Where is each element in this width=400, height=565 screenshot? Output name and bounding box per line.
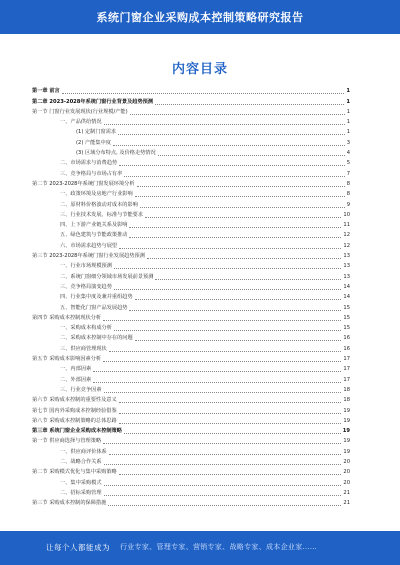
toc-leader-dots: [114, 289, 342, 290]
toc-entry-label: 第三节 采购成本控制的保障措施: [32, 500, 107, 507]
toc-entry-page: 19: [343, 417, 350, 424]
toc-leader-dots: [147, 258, 341, 259]
footer-tagline: 行业专家、管理专家、营销专家、战略专家、成本企业家……: [120, 543, 318, 551]
toc-entry-label: 第二节 2023-2028年系统门窗发展环境分析: [32, 180, 135, 187]
toc-entry-page: 14: [343, 283, 350, 290]
toc-leader-dots: [130, 114, 345, 115]
toc-leader-dots: [129, 310, 341, 311]
toc-entry[interactable]: [32, 467, 350, 477]
toc-leader-dots: [119, 413, 342, 414]
toc-entry-page: 15: [343, 314, 350, 321]
toc-entry-page: 1: [346, 98, 350, 105]
toc-entry[interactable]: [32, 292, 350, 302]
toc-entry-page: 8: [346, 191, 350, 198]
toc-entry-label: 一、采购成本构成分析: [60, 325, 112, 332]
toc-leader-dots: [62, 93, 345, 94]
toc-entry-label: 三、竞争格局演变趋势: [60, 283, 112, 290]
toc-entry[interactable]: [32, 210, 350, 220]
toc-entry-page: 15: [343, 304, 350, 311]
toc-leader-dots: [114, 268, 342, 269]
toc-entry-label: 第四节 采购成本控制现状分析: [32, 314, 102, 321]
toc-leader-dots: [155, 104, 344, 105]
toc-entry[interactable]: [32, 179, 350, 189]
toc-entry[interactable]: [32, 457, 350, 467]
toc-entry-page: 1: [346, 119, 350, 126]
toc-entry-page: 11: [343, 222, 350, 229]
toc-leader-dots: [124, 176, 344, 177]
toc-leader-dots: [140, 207, 345, 208]
toc-entry[interactable]: [32, 477, 350, 487]
toc-leader-dots: [104, 124, 345, 125]
toc-entry-page: 14: [343, 294, 350, 301]
toc-leader-dots: [104, 495, 342, 496]
toc-entry-page: 13: [343, 263, 350, 270]
toc-entry[interactable]: [32, 96, 350, 106]
toc-heading: 内容目录: [171, 62, 228, 77]
toc-entry-page: 20: [343, 469, 350, 476]
toc-entry-label: 一、政策环境及房地产行业影响: [60, 191, 133, 198]
report-title: 系统门窗企业采购成本控制策略研究报告: [96, 11, 304, 24]
toc-leader-dots: [129, 237, 341, 238]
toc-entry-label: 一、行业市场规模预测: [60, 263, 112, 270]
toc-entry[interactable]: [32, 240, 350, 250]
toc-entry-page: 13: [343, 273, 350, 280]
toc-entry-label: 第一节 门窗行业发展现状(行业规模/产能): [32, 108, 128, 115]
toc-entry[interactable]: [32, 395, 350, 405]
toc-leader-dots: [109, 351, 342, 352]
toc-entry[interactable]: [32, 498, 350, 508]
toc-entry-label: 第二章 2023-2028年系统门窗行业背景及趋势预测: [32, 98, 154, 105]
toc-leader-dots: [119, 165, 345, 166]
toc-entry[interactable]: [32, 436, 350, 446]
toc-entry[interactable]: [32, 343, 350, 353]
toc-entry-page: 19: [343, 407, 350, 414]
toc-entry-label: 二、采购成本控制中存在的问题: [60, 335, 133, 342]
toc-leader-dots: [93, 382, 341, 383]
toc-entry-label: 一、内部因素: [60, 366, 92, 373]
toc-entry-page: 20: [343, 479, 350, 486]
toc-entry[interactable]: [32, 313, 350, 323]
toc-entry-label: 第二节 采购模式优化与集中采购策略: [32, 469, 117, 476]
toc-entry[interactable]: [32, 148, 350, 158]
toc-entry-label: 一、集中采购模式: [60, 479, 102, 486]
toc-entry[interactable]: [32, 488, 350, 498]
toc-entry-page: 8: [346, 180, 350, 187]
toc-entry-label: 第七节 国内外采购成本控制经验借鉴: [32, 407, 117, 414]
toc-entry-page: 20: [343, 458, 350, 465]
toc-entry-label: 二、系统门窗细分领域市场发展前景预测: [60, 273, 154, 280]
toc-entry-label: 第三章 系统门窗企业采购成本控制策略: [32, 428, 122, 435]
toc-entry-page: 12: [343, 232, 350, 239]
toc-entry-page: 18: [343, 386, 350, 393]
toc-entry-label: 三、竞争格局与市场占有率: [60, 170, 123, 177]
toc-entry[interactable]: [32, 405, 350, 415]
toc-entry-label: 第五节 采购成本影响因素分析: [32, 356, 102, 363]
toc-entry-page: 5: [346, 160, 350, 167]
toc-leader-dots: [104, 392, 342, 393]
toc-entry[interactable]: [32, 220, 350, 230]
toc-entry[interactable]: [32, 168, 350, 178]
toc-entry[interactable]: [32, 354, 350, 364]
toc-entry-label: 二、原材料价格波动对成本的影响: [60, 201, 138, 208]
toc-entry[interactable]: [32, 271, 350, 281]
toc-entry-label: 第三节 2023-2028年系统门窗行业发展趋势预测: [32, 253, 145, 260]
toc-leader-dots: [113, 145, 345, 146]
toc-entry-page: 13: [343, 253, 350, 260]
toc-entry[interactable]: [32, 446, 350, 456]
toc-leader-dots: [158, 155, 345, 156]
toc-entry[interactable]: [32, 385, 350, 395]
toc-leader-dots: [103, 361, 341, 362]
toc-entry-label: (2) 产能集中度: [76, 139, 111, 146]
toc-leader-dots: [114, 330, 342, 331]
toc-entry[interactable]: [32, 137, 350, 147]
toc-entry-label: 二、外部因素: [60, 376, 92, 383]
toc-entry-label: 一、产品供给情况: [60, 119, 102, 126]
toc-entry[interactable]: [32, 107, 350, 117]
toc-entry[interactable]: [32, 199, 350, 209]
toc-entry-page: 1: [346, 129, 350, 136]
toc-entry-page: 21: [343, 489, 350, 496]
toc-leader-dots: [103, 320, 341, 321]
footer-bar: [0, 531, 400, 565]
table-of-contents: [32, 86, 350, 508]
toc-leader-dots: [118, 134, 345, 135]
toc-entry-label: 五、智能化门窗产品发展趋势: [60, 304, 128, 311]
toc-entry[interactable]: [32, 261, 350, 271]
toc-entry-page: 19: [342, 428, 350, 435]
toc-leader-dots: [103, 443, 341, 444]
toc-entry[interactable]: [32, 86, 350, 96]
toc-entry-page: 17: [343, 376, 350, 383]
toc-leader-dots: [155, 279, 341, 280]
toc-entry-label: (1) 定制门窗需求: [76, 129, 117, 136]
toc-leader-dots: [124, 433, 341, 434]
report-header-bar: [0, 0, 400, 34]
toc-leader-dots: [137, 186, 345, 187]
toc-entry-label: 第八节 采购成本控制策略的总体思路: [32, 417, 117, 424]
toc-entry-label: 二、市场需求与消费趋势: [60, 160, 118, 167]
toc-entry-page: 19: [343, 438, 350, 445]
toc-entry[interactable]: [32, 251, 350, 261]
toc-leader-dots: [129, 227, 341, 228]
toc-entry-page: 10: [343, 211, 350, 218]
toc-entry-page: 1: [346, 108, 350, 115]
toc-entry-label: 第一节 供应商选择与管理策略: [32, 438, 102, 445]
toc-entry[interactable]: [32, 426, 350, 436]
toc-entry-label: 三、供应商管理现状: [60, 345, 107, 352]
toc-leader-dots: [145, 217, 341, 218]
toc-leader-dots: [104, 464, 342, 465]
toc-entry-page: 1: [346, 88, 350, 95]
toc-leader-dots: [109, 454, 342, 455]
toc-entry[interactable]: [32, 416, 350, 426]
toc-leader-dots: [135, 196, 345, 197]
toc-entry-page: 15: [343, 325, 350, 332]
toc-leader-dots: [135, 299, 342, 300]
footer-slogan: 让每个人都能成为: [46, 543, 110, 552]
toc-leader-dots: [119, 402, 342, 403]
toc-entry[interactable]: [32, 364, 350, 374]
toc-entry[interactable]: [32, 158, 350, 168]
toc-leader-dots: [119, 248, 341, 249]
toc-entry[interactable]: [32, 302, 350, 312]
toc-entry[interactable]: [32, 230, 350, 240]
toc-entry-label: 四、上下游产业链关系及影响: [60, 222, 128, 229]
toc-entry[interactable]: [32, 333, 350, 343]
toc-entry-page: 19: [343, 448, 350, 455]
toc-leader-dots: [93, 371, 341, 372]
toc-entry-label: 五、绿色建筑与节能政策推动: [60, 232, 128, 239]
toc-leader-dots: [119, 423, 342, 424]
toc-entry-label: 一、供应商评价体系: [60, 448, 107, 455]
toc-leader-dots: [135, 340, 342, 341]
toc-entry-page: 17: [343, 356, 350, 363]
toc-entry-label: 第一章 前言: [32, 88, 60, 95]
toc-entry-page: 4: [346, 150, 350, 157]
toc-entry-page: 21: [343, 500, 350, 507]
toc-entry[interactable]: [32, 189, 350, 199]
toc-entry-label: 三、行业竞争因素: [60, 386, 102, 393]
toc-entry[interactable]: [32, 323, 350, 333]
toc-leader-dots: [108, 505, 341, 506]
toc-entry-label: 第六节 采购成本控制的重要性及意义: [32, 397, 117, 404]
toc-entry-page: 7: [346, 170, 350, 177]
toc-entry-label: 二、战略合作关系: [60, 458, 102, 465]
toc-entry-label: 三、行业技术发展、标准与节能要求: [60, 211, 144, 218]
toc-leader-dots: [104, 485, 342, 486]
toc-entry-page: 16: [343, 345, 350, 352]
toc-entry-page: 12: [343, 242, 350, 249]
toc-entry-page: 18: [343, 397, 350, 404]
toc-entry-label: 二、招标采购管理: [60, 489, 102, 496]
toc-entry-page: 17: [343, 366, 350, 373]
toc-entry-label: (3) 区域分布特点, 及价格走势情况: [76, 150, 156, 157]
toc-leader-dots: [119, 474, 342, 475]
toc-entry[interactable]: [32, 127, 350, 137]
toc-entry[interactable]: [32, 282, 350, 292]
toc-entry-page: 16: [343, 335, 350, 342]
toc-entry-page: 9: [346, 201, 350, 208]
toc-entry-label: 四、行业集中度及兼并重组趋势: [60, 294, 133, 301]
toc-entry-label: 六、市场需求趋势与展望: [60, 242, 118, 249]
toc-entry[interactable]: [32, 374, 350, 384]
toc-entry-page: 3: [346, 139, 350, 146]
toc-entry[interactable]: [32, 117, 350, 127]
